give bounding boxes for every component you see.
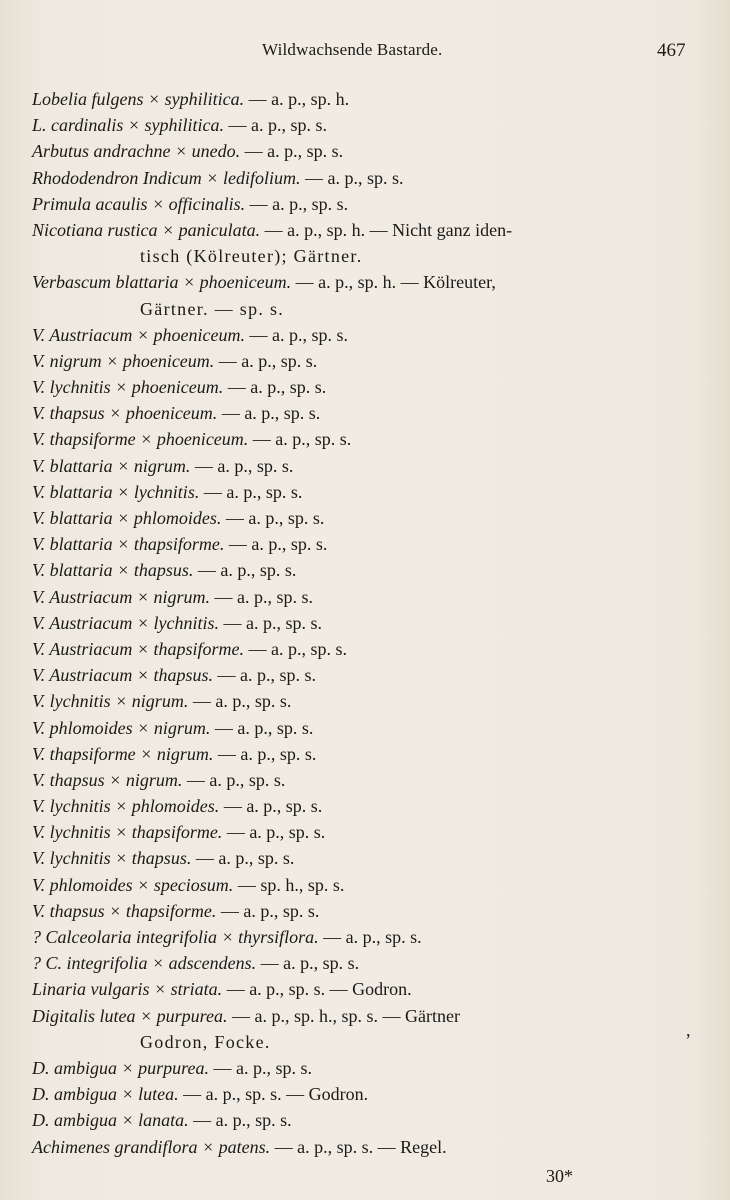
- hybrid-list: [0, 86, 730, 1160]
- list-item: [0, 898, 730, 924]
- entry-line: [32, 767, 285, 793]
- list-item: [0, 1081, 730, 1107]
- entry-notes: — a. p., sp. s. — Regel.: [270, 1136, 447, 1157]
- entry-line: [32, 793, 322, 819]
- list-item: [0, 1134, 730, 1160]
- list-item: [0, 348, 730, 374]
- entry-notes: — a. p., sp. s.: [245, 193, 349, 214]
- species-name: ? Calceolaria integrifolia × thyrsiflora.: [32, 927, 319, 948]
- entry-notes: — sp. h., sp. s.: [233, 874, 345, 895]
- entry-line: [32, 845, 294, 871]
- list-item: [0, 741, 730, 767]
- species-name: Lobelia fulgens × syphilitica.: [32, 89, 245, 109]
- entry-notes: — a. p., sp. s.: [193, 560, 297, 581]
- species-name: V. lychnitis × thapsiforme.: [32, 822, 223, 843]
- entry-notes: — a. p., sp. s.: [208, 1057, 312, 1078]
- entry-notes: — a. p., sp. s. — Godron.: [222, 979, 412, 1000]
- entry-notes: — a. p., sp. s.: [222, 822, 326, 843]
- list-item: [0, 1107, 730, 1133]
- entry-line: [32, 191, 348, 217]
- list-item: [0, 217, 730, 269]
- entry-notes: — a. p., sp. s.: [223, 377, 327, 398]
- entry-notes: — a. p., sp. s.: [216, 900, 320, 921]
- species-name: V. Austriacum × lychnitis.: [32, 612, 219, 633]
- entry-continuation: Godron, Focke.: [140, 1031, 271, 1052]
- entry-line: [32, 610, 322, 636]
- species-name: V. blattaria × phlomoides.: [32, 508, 222, 529]
- list-item: [0, 715, 730, 741]
- page-header: [0, 40, 730, 68]
- species-name: Linaria vulgaris × striata.: [32, 979, 223, 1000]
- species-name: V. Austriacum × nigrum.: [32, 586, 210, 607]
- entry-line: [32, 348, 317, 374]
- entry-notes: — a. p., sp. s.: [224, 534, 328, 555]
- species-name: Digitalis lutea × purpurea.: [32, 1005, 228, 1026]
- entry-line: [32, 479, 302, 505]
- entry-line: [32, 636, 347, 662]
- entry-notes: — a. p., sp. s.: [223, 115, 327, 136]
- entry-line: [32, 819, 325, 845]
- entry-line: [32, 662, 316, 688]
- list-item: [0, 950, 730, 976]
- species-name: V. blattaria × thapsiforme.: [32, 534, 225, 555]
- species-name: V. Austriacum × thapsiforme.: [32, 638, 244, 659]
- entry-notes: — a. p., sp. s.: [218, 612, 322, 633]
- entry-line: [32, 950, 359, 976]
- list-item: [0, 531, 730, 557]
- entry-line: [32, 898, 319, 924]
- species-name: V. Austriacum × thapsus.: [32, 665, 214, 686]
- entry-notes: — a. p., sp. s.: [188, 1110, 292, 1131]
- list-item: [0, 924, 730, 950]
- entry-line: [32, 1134, 447, 1160]
- species-name: V. phlomoides × speciosum.: [32, 874, 234, 895]
- entry-line: [32, 976, 412, 1002]
- entry-notes: — a. p., sp. s.: [248, 429, 352, 450]
- entry-notes: — a. p., sp. s.: [244, 638, 347, 659]
- species-name: Achimenes grandiflora × patens.: [32, 1136, 271, 1157]
- list-item: [0, 584, 730, 610]
- species-name: V. phlomoides × nigrum.: [32, 717, 211, 738]
- species-name: V. lychnitis × phlomoides.: [32, 796, 220, 817]
- list-item: [0, 845, 730, 871]
- entry-line: [32, 557, 296, 583]
- list-item: [0, 191, 730, 217]
- entry-notes: — a. p., sp. s.: [191, 848, 295, 869]
- entry-notes: — a. p., sp. s.: [182, 769, 286, 790]
- stray-comma: ,: [686, 1020, 691, 1040]
- entry-line: [32, 531, 327, 557]
- running-title: Wildwachsende Bastarde.: [262, 40, 443, 59]
- entry-notes: — a. p., sp. s.: [199, 481, 303, 502]
- entry-line: [32, 505, 324, 531]
- list-item: [0, 269, 730, 321]
- list-item: [0, 662, 730, 688]
- species-name: D. ambigua × lanata.: [32, 1110, 189, 1131]
- entry-notes: — a. p., sp. s.: [213, 665, 317, 686]
- entry-notes: — a. p., sp. s.: [188, 691, 292, 712]
- entry-notes: — a. p., sp. s.: [300, 167, 404, 188]
- list-item: [0, 86, 730, 112]
- entry-line: [32, 269, 496, 295]
- entry-line: [32, 426, 351, 452]
- species-name: ? C. integrifolia × adscendens.: [32, 953, 257, 974]
- list-item: [0, 636, 730, 662]
- species-name: V. blattaria × thapsus.: [32, 560, 194, 581]
- entry-line: [32, 322, 348, 348]
- list-item: [0, 322, 730, 348]
- species-name: V. thapsiforme × phoeniceum.: [32, 429, 249, 450]
- species-name: V. lychnitis × phoeniceum.: [32, 377, 224, 398]
- entry-notes: — a. p., sp. s.: [217, 403, 321, 424]
- entry-notes: — a. p., sp. s.: [240, 141, 344, 162]
- entry-continuation: tisch (Kölreuter); Gärtner.: [140, 246, 363, 267]
- species-name: V. blattaria × lychnitis.: [32, 481, 200, 502]
- entry-notes: — a. p., sp. s.: [190, 455, 294, 476]
- entry-line: [32, 217, 512, 243]
- species-name: D. ambigua × lutea.: [32, 1084, 179, 1105]
- entry-notes: — a. p., sp. h.: [244, 89, 350, 109]
- signature-mark: 30*: [546, 1166, 573, 1186]
- species-name: V. thapsus × phoeniceum.: [32, 403, 218, 424]
- list-item: [0, 1055, 730, 1081]
- list-item: [0, 138, 730, 164]
- list-item: [0, 426, 730, 452]
- entry-line: [32, 1107, 292, 1133]
- species-name: L. cardinalis × syphilitica.: [32, 115, 224, 136]
- page-number: 467: [657, 40, 686, 61]
- entry-line: [32, 741, 316, 767]
- entry-notes: — a. p., sp. s.: [244, 324, 348, 345]
- species-name: Verbascum blattaria × phoeniceum.: [32, 272, 292, 293]
- list-item: [0, 374, 730, 400]
- entry-notes: — a. p., sp. h. — Kölreuter,: [291, 272, 496, 293]
- species-name: V. lychnitis × nigrum.: [32, 691, 189, 712]
- list-item: [0, 767, 730, 793]
- entry-line: [32, 1003, 460, 1029]
- entry-line: [32, 872, 344, 898]
- species-name: V. Austriacum × phoeniceum.: [32, 324, 245, 345]
- list-item: [0, 1003, 730, 1055]
- entry-line: [32, 688, 291, 714]
- entry-notes: — a. p., sp. h. — Nicht ganz iden-: [260, 219, 513, 240]
- species-name: V. thapsus × thapsiforme.: [32, 900, 217, 921]
- entry-line: [32, 453, 293, 479]
- entry-notes: — a. p., sp. s.: [210, 586, 313, 607]
- entry-notes: — a. p., sp. s.: [210, 717, 314, 738]
- list-item: [0, 819, 730, 845]
- entry-notes: — a. p., sp. s.: [214, 350, 318, 371]
- entry-notes: — a. p., sp. s.: [318, 927, 422, 948]
- list-item: [0, 557, 730, 583]
- entry-notes: — a. p., sp. s.: [219, 796, 323, 817]
- entry-line: [32, 165, 403, 191]
- entry-line: [32, 374, 326, 400]
- list-item: [0, 872, 730, 898]
- entry-notes: — a. p., sp. s. — Godron.: [178, 1084, 369, 1105]
- list-item: [0, 453, 730, 479]
- entry-notes: — a. p., sp. h., sp. s. — Gärtner: [227, 1005, 460, 1026]
- entry-line: [32, 400, 320, 426]
- list-item: [0, 688, 730, 714]
- entry-line: [32, 1055, 312, 1081]
- species-name: V. thapsiforme × nigrum.: [32, 743, 214, 764]
- species-name: Primula acaulis × officinalis.: [32, 193, 246, 214]
- list-item: [0, 976, 730, 1002]
- list-item: [0, 610, 730, 636]
- entry-line: [32, 1081, 368, 1107]
- species-name: D. ambigua × purpurea.: [32, 1057, 209, 1078]
- entry-line: [32, 924, 422, 950]
- species-name: V. nigrum × phoeniceum.: [32, 350, 215, 371]
- entry-line: [32, 112, 327, 138]
- entry-line: [32, 138, 343, 164]
- species-name: V. thapsus × nigrum.: [32, 769, 183, 790]
- species-name: V. lychnitis × thapsus.: [32, 848, 192, 869]
- entry-notes: — a. p., sp. s.: [213, 743, 317, 764]
- species-name: V. blattaria × nigrum.: [32, 455, 191, 476]
- entry-line: [32, 86, 349, 112]
- species-name: Rhododendron Indicum × ledifolium.: [32, 167, 301, 188]
- species-name: Nicotiana rustica × paniculata.: [32, 219, 261, 240]
- list-item: [0, 793, 730, 819]
- list-item: [0, 400, 730, 426]
- entry-continuation: Gärtner. — sp. s.: [140, 298, 285, 319]
- list-item: [0, 112, 730, 138]
- species-name: Arbutus andrachne × unedo.: [32, 141, 241, 162]
- list-item: [0, 165, 730, 191]
- list-item: [0, 505, 730, 531]
- list-item: [0, 479, 730, 505]
- entry-line: [32, 584, 313, 610]
- entry-notes: — a. p., sp. s.: [221, 508, 325, 529]
- entry-line: [32, 715, 313, 741]
- entry-notes: — a. p., sp. s.: [256, 953, 360, 974]
